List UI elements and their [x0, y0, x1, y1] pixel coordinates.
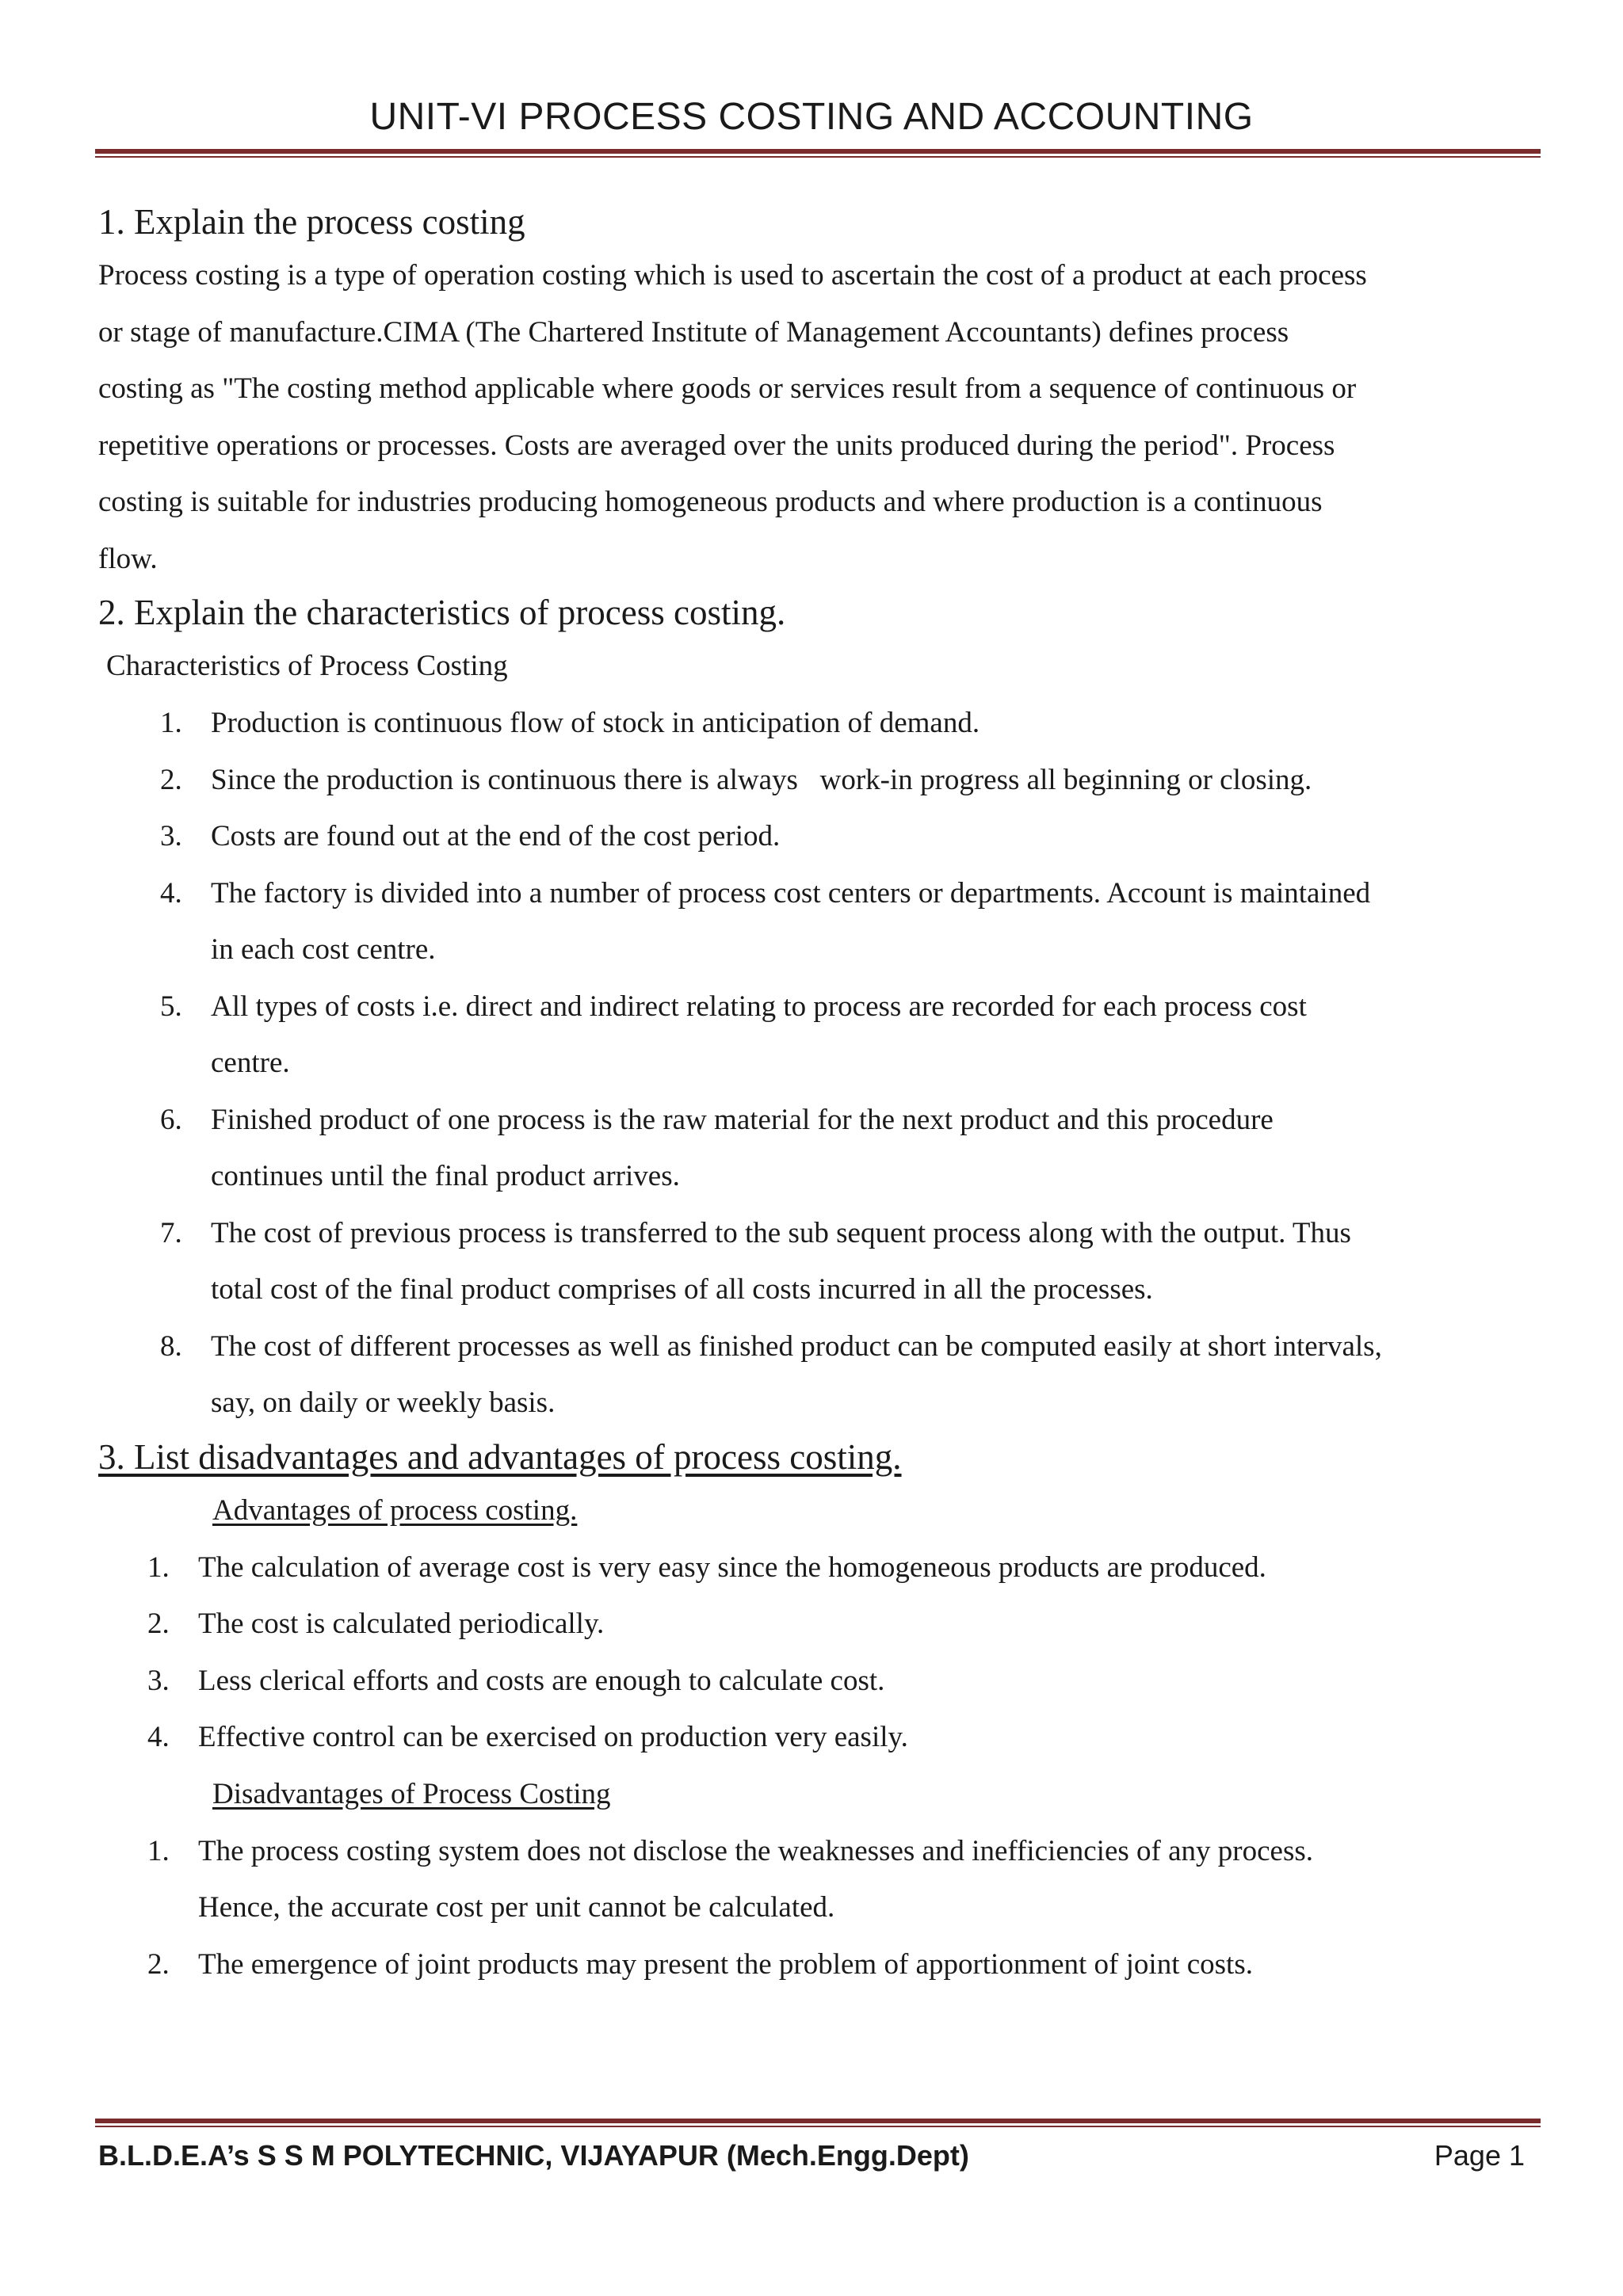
list-item: 1. The calculation of average cost is very easy since the homogeneous products are produced. — [147, 1550, 1266, 1584]
q2-heading: 2. Explain the characteristics of process costing. — [98, 593, 786, 632]
footer-rule — [95, 2119, 1541, 2127]
q3-heading: 3. List disadvantages and advantages of process costing. — [98, 1436, 902, 1477]
paragraph-line: or stage of manufacture.CIMA (The Chartered Institute of Management Accountants) defines process — [98, 315, 1289, 349]
q2-subheading: Characteristics of Process Costing — [106, 650, 508, 682]
list-item: 5. All types of costs i.e. direct and indirect relating to process are recorded for each process cost centre. — [160, 990, 1307, 1079]
list-item: 2. The cost is calculated periodically. — [147, 1608, 605, 1640]
disadvantages-list — [98, 1823, 1541, 1993]
paragraph-line: costing as "The costing method applicable where goods or services result from a sequence of continuous or — [98, 372, 1357, 405]
characteristics-list — [98, 695, 1541, 1432]
paragraph-line: Process costing is a type of operation costing which is used to ascertain the cost of a product at each process — [98, 259, 1367, 292]
list-item: 2. Since the production is continuous there is always work-in progress all beginning or closing. — [160, 763, 1312, 796]
list-item: 6. Finished product of one process is the raw material for the next product and this procedure continues until the final product arrives. — [160, 1103, 1274, 1192]
advantages-list — [98, 1539, 1541, 1766]
paragraph-line: repetitive operations or processes. Costs are averaged over the units produced during the period". Process — [98, 429, 1335, 462]
page-number: Page 1 — [1434, 2139, 1525, 2172]
list-item: 8. The cost of different processes as well as finished product can be computed easily at short intervals, say, on daily or weekly basis. — [160, 1329, 1382, 1419]
paragraph-line: flow. — [98, 542, 158, 575]
list-item: 1. Production is continuous flow of stock in anticipation of demand. — [160, 707, 980, 739]
advantages-heading: Advantages of process costing. — [212, 1493, 578, 1527]
disadvantages-heading: Disadvantages of Process Costing — [212, 1777, 611, 1810]
header-rule — [95, 149, 1541, 158]
page-title: UNIT-VI PROCESS COSTING AND ACCOUNTING — [369, 96, 1254, 138]
list-item: 4. Effective control can be exercised on production very easily. — [147, 1721, 908, 1753]
paragraph-line: costing is suitable for industries producing homogeneous products and where production is a continuous — [98, 486, 1323, 518]
list-item: 7. The cost of previous process is transferred to the sub sequent process along with the output. Thus total cost of the final product comprises of all costs incurred in all the processes. — [160, 1216, 1351, 1306]
section-q1 — [98, 196, 1541, 587]
list-item: 3. Costs are found out at the end of the cost period. — [160, 820, 781, 852]
list-item: 4. The factory is divided into a number of process cost centers or departments. Account is maintained in each cost centre. — [160, 876, 1371, 966]
section-q3 — [98, 1432, 1541, 1993]
list-item: 2. The emergence of joint products may present the problem of apportionment of joint costs. — [147, 1947, 1253, 1981]
q1-paragraph — [98, 247, 1541, 587]
list-item: 3. Less clerical efforts and costs are enough to calculate cost. — [147, 1664, 885, 1697]
footer-institution: B.L.D.E.A’s S S M POLYTECHNIC, VIJAYAPUR (Mech.Engg.Dept) — [98, 2139, 969, 2172]
list-item: 1. The process costing system does not disclose the weaknesses and inefficiencies of any process. Hence, the accurate cost per unit cannot be calculated. — [147, 1834, 1313, 1924]
q1-heading: 1. Explain the process costing — [98, 202, 525, 242]
document-body — [98, 196, 1541, 1993]
section-q2 — [98, 587, 1541, 1432]
